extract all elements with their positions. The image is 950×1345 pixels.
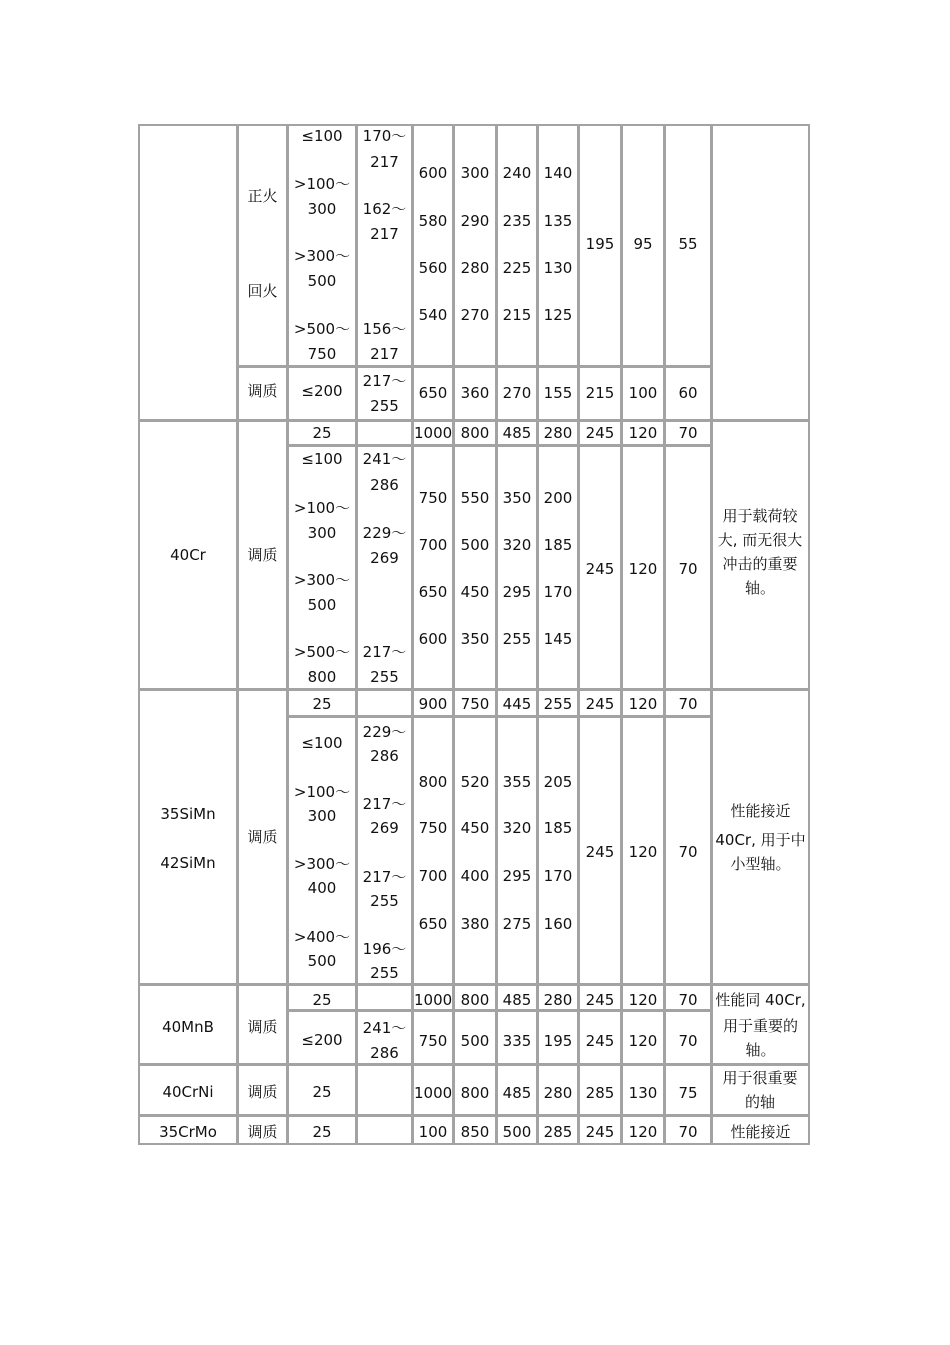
hardness-cell: 217～ xyxy=(362,795,407,813)
size-cell: ≤200 xyxy=(301,382,343,400)
value-cell: 500 xyxy=(460,536,490,554)
size-cell: 25 xyxy=(312,1123,332,1141)
value-cell: 290 xyxy=(460,212,490,230)
value-cell: 280 xyxy=(543,1084,573,1102)
value-cell: 600 xyxy=(418,630,448,648)
hardness-cell: 217 xyxy=(370,225,399,243)
value-cell: 255 xyxy=(543,695,573,713)
value-cell: 400 xyxy=(460,867,490,885)
material-cell: 42SiMn xyxy=(160,854,216,872)
value-cell: 485 xyxy=(502,1084,532,1102)
size-cell: >400～ xyxy=(293,928,351,946)
properties-table xyxy=(138,124,810,1145)
hardness-cell: 217～ xyxy=(362,372,407,390)
value-cell: 295 xyxy=(502,583,532,601)
note-cell: 性能接近 xyxy=(730,1123,791,1141)
value-cell: 170 xyxy=(543,867,573,885)
value-cell: 120 xyxy=(628,424,658,442)
value-cell: 120 xyxy=(628,1123,658,1141)
value-cell: 285 xyxy=(585,1084,615,1102)
value-cell: 95 xyxy=(633,235,653,253)
size-cell: 500 xyxy=(307,952,337,970)
hardness-cell: 286 xyxy=(370,1044,399,1062)
value-cell: 560 xyxy=(418,259,448,277)
heat-treatment-cell: 调质 xyxy=(247,546,278,564)
heat-treatment-cell: 调质 xyxy=(247,828,278,846)
value-cell: 155 xyxy=(543,384,573,402)
size-cell: 400 xyxy=(307,879,337,897)
size-cell: ≤100 xyxy=(301,734,343,752)
value-cell: 1000 xyxy=(414,1084,453,1102)
hardness-cell: 229～ xyxy=(362,723,407,741)
hardness-cell: 241～ xyxy=(362,450,407,468)
size-cell: >300～ xyxy=(293,571,351,589)
value-cell: 215 xyxy=(502,306,532,324)
size-cell: ≤100 xyxy=(301,450,343,468)
value-cell: 75 xyxy=(678,1084,698,1102)
size-cell: 300 xyxy=(307,524,337,542)
value-cell: 450 xyxy=(460,583,490,601)
value-cell: 320 xyxy=(502,819,532,837)
note-cell: 用于重要的轴。 xyxy=(722,1017,798,1059)
hardness-cell: 217～ xyxy=(362,643,407,661)
size-cell: >100～ xyxy=(293,783,351,801)
value-cell: 275 xyxy=(502,915,532,933)
value-cell: 70 xyxy=(678,695,698,713)
value-cell: 125 xyxy=(543,306,573,324)
value-cell: 700 xyxy=(418,536,448,554)
note-cell: 性能同 40Cr, xyxy=(715,991,806,1009)
hardness-cell: 196～ xyxy=(362,940,407,958)
hardness-cell: 229～ xyxy=(362,524,407,542)
note-cell: 用于载荷较大, 而无很大冲击的重要轴。 xyxy=(717,507,803,597)
value-cell: 195 xyxy=(585,235,615,253)
value-cell: 60 xyxy=(678,384,698,402)
size-cell: 300 xyxy=(307,807,337,825)
value-cell: 360 xyxy=(460,384,490,402)
value-cell: 120 xyxy=(628,695,658,713)
value-cell: 280 xyxy=(460,259,490,277)
value-cell: 145 xyxy=(543,630,573,648)
value-cell: 135 xyxy=(543,212,573,230)
value-cell: 55 xyxy=(678,235,698,253)
hardness-cell: 217 xyxy=(370,345,399,363)
value-cell: 100 xyxy=(418,1123,448,1141)
value-cell: 650 xyxy=(418,583,448,601)
value-cell: 295 xyxy=(502,867,532,885)
value-cell: 270 xyxy=(502,384,532,402)
value-cell: 800 xyxy=(418,773,448,791)
value-cell: 485 xyxy=(502,424,532,442)
value-cell: 750 xyxy=(418,819,448,837)
value-cell: 750 xyxy=(418,1032,448,1050)
size-cell: ≤200 xyxy=(301,1031,343,1049)
value-cell: 130 xyxy=(628,1084,658,1102)
note-cell: 40Cr, 用于中小型轴。 xyxy=(715,831,806,873)
value-cell: 270 xyxy=(460,306,490,324)
value-cell: 800 xyxy=(460,991,490,1009)
hardness-cell: 255 xyxy=(370,397,399,415)
value-cell: 245 xyxy=(585,560,615,578)
heat-treatment-cell: 调质 xyxy=(247,1123,278,1141)
value-cell: 485 xyxy=(502,991,532,1009)
value-cell: 1000 xyxy=(414,424,453,442)
value-cell: 650 xyxy=(418,384,448,402)
note-cell: 用于很重要的轴 xyxy=(722,1069,798,1111)
size-cell: 750 xyxy=(307,345,337,363)
column-divider xyxy=(355,124,358,1145)
value-cell: 235 xyxy=(502,212,532,230)
value-cell: 240 xyxy=(502,164,532,182)
value-cell: 120 xyxy=(628,843,658,861)
value-cell: 130 xyxy=(543,259,573,277)
size-cell: >100～ xyxy=(293,175,351,193)
size-cell: 500 xyxy=(307,596,337,614)
value-cell: 900 xyxy=(418,695,448,713)
value-cell: 245 xyxy=(585,424,615,442)
value-cell: 320 xyxy=(502,536,532,554)
value-cell: 215 xyxy=(585,384,615,402)
material-cell: 40CrNi xyxy=(162,1083,214,1101)
value-cell: 450 xyxy=(460,819,490,837)
heat-treatment-cell: 回火 xyxy=(247,282,278,300)
value-cell: 120 xyxy=(628,1032,658,1050)
hardness-cell: 217～ xyxy=(362,868,407,886)
size-cell: 25 xyxy=(312,991,332,1009)
hardness-cell: 255 xyxy=(370,964,399,982)
value-cell: 500 xyxy=(460,1032,490,1050)
value-cell: 170 xyxy=(543,583,573,601)
value-cell: 70 xyxy=(678,1123,698,1141)
heat-treatment-cell: 正火 xyxy=(247,187,278,205)
value-cell: 335 xyxy=(502,1032,532,1050)
hardness-cell: 156～ xyxy=(362,320,407,338)
hardness-cell: 255 xyxy=(370,892,399,910)
value-cell: 225 xyxy=(502,259,532,277)
value-cell: 255 xyxy=(502,630,532,648)
value-cell: 580 xyxy=(418,212,448,230)
value-cell: 850 xyxy=(460,1123,490,1141)
value-cell: 70 xyxy=(678,991,698,1009)
value-cell: 185 xyxy=(543,536,573,554)
value-cell: 120 xyxy=(628,991,658,1009)
value-cell: 100 xyxy=(628,384,658,402)
value-cell: 160 xyxy=(543,915,573,933)
size-cell: 500 xyxy=(307,272,337,290)
material-cell: 35CrMo xyxy=(159,1123,217,1141)
value-cell: 355 xyxy=(502,773,532,791)
value-cell: 300 xyxy=(460,164,490,182)
value-cell: 350 xyxy=(460,630,490,648)
value-cell: 285 xyxy=(543,1123,573,1141)
table-right-border xyxy=(808,124,810,1145)
value-cell: 245 xyxy=(585,695,615,713)
size-cell: 25 xyxy=(312,424,332,442)
value-cell: 120 xyxy=(628,560,658,578)
heat-treatment-cell: 调质 xyxy=(247,1083,278,1101)
heat-treatment-cell: 调质 xyxy=(247,382,278,400)
value-cell: 550 xyxy=(460,489,490,507)
size-cell: >300～ xyxy=(293,247,351,265)
value-cell: 800 xyxy=(460,424,490,442)
value-cell: 195 xyxy=(543,1032,573,1050)
value-cell: 245 xyxy=(585,1032,615,1050)
value-cell: 600 xyxy=(418,164,448,182)
hardness-cell: 170～ xyxy=(362,127,407,145)
value-cell: 70 xyxy=(678,560,698,578)
value-cell: 700 xyxy=(418,867,448,885)
size-cell: 800 xyxy=(307,668,337,686)
value-cell: 280 xyxy=(543,424,573,442)
hardness-cell: 269 xyxy=(370,549,399,567)
value-cell: 650 xyxy=(418,915,448,933)
size-cell: 25 xyxy=(312,1083,332,1101)
hardness-cell: 162～ xyxy=(362,200,407,218)
material-cell: 40Cr xyxy=(170,546,206,564)
heat-treatment-cell: 调质 xyxy=(247,1018,278,1036)
size-cell: >500～ xyxy=(293,643,351,661)
size-cell: >100～ xyxy=(293,499,351,517)
value-cell: 800 xyxy=(460,1084,490,1102)
value-cell: 445 xyxy=(502,695,532,713)
value-cell: 500 xyxy=(502,1123,532,1141)
size-cell: ≤100 xyxy=(301,127,343,145)
hardness-cell: 286 xyxy=(370,476,399,494)
size-cell: 300 xyxy=(307,200,337,218)
value-cell: 520 xyxy=(460,773,490,791)
value-cell: 245 xyxy=(585,843,615,861)
value-cell: 70 xyxy=(678,424,698,442)
value-cell: 140 xyxy=(543,164,573,182)
size-cell: >300～ xyxy=(293,855,351,873)
hardness-cell: 217 xyxy=(370,153,399,171)
column-divider xyxy=(138,124,140,1145)
hardness-cell: 241～ xyxy=(362,1019,407,1037)
note-cell: 性能接近 xyxy=(730,802,791,820)
material-cell: 40MnB xyxy=(162,1018,214,1036)
value-cell: 70 xyxy=(678,1032,698,1050)
value-cell: 1000 xyxy=(414,991,453,1009)
value-cell: 185 xyxy=(543,819,573,837)
value-cell: 540 xyxy=(418,306,448,324)
value-cell: 280 xyxy=(543,991,573,1009)
value-cell: 750 xyxy=(460,695,490,713)
hardness-cell: 286 xyxy=(370,747,399,765)
hardness-cell: 255 xyxy=(370,668,399,686)
size-cell: 25 xyxy=(312,695,332,713)
value-cell: 70 xyxy=(678,843,698,861)
value-cell: 205 xyxy=(543,773,573,791)
size-cell: >500～ xyxy=(293,320,351,338)
material-cell: 35SiMn xyxy=(160,805,216,823)
value-cell: 200 xyxy=(543,489,573,507)
value-cell: 245 xyxy=(585,991,615,1009)
hardness-cell: 269 xyxy=(370,819,399,837)
value-cell: 750 xyxy=(418,489,448,507)
value-cell: 245 xyxy=(585,1123,615,1141)
value-cell: 350 xyxy=(502,489,532,507)
value-cell: 380 xyxy=(460,915,490,933)
column-divider xyxy=(236,124,239,1145)
